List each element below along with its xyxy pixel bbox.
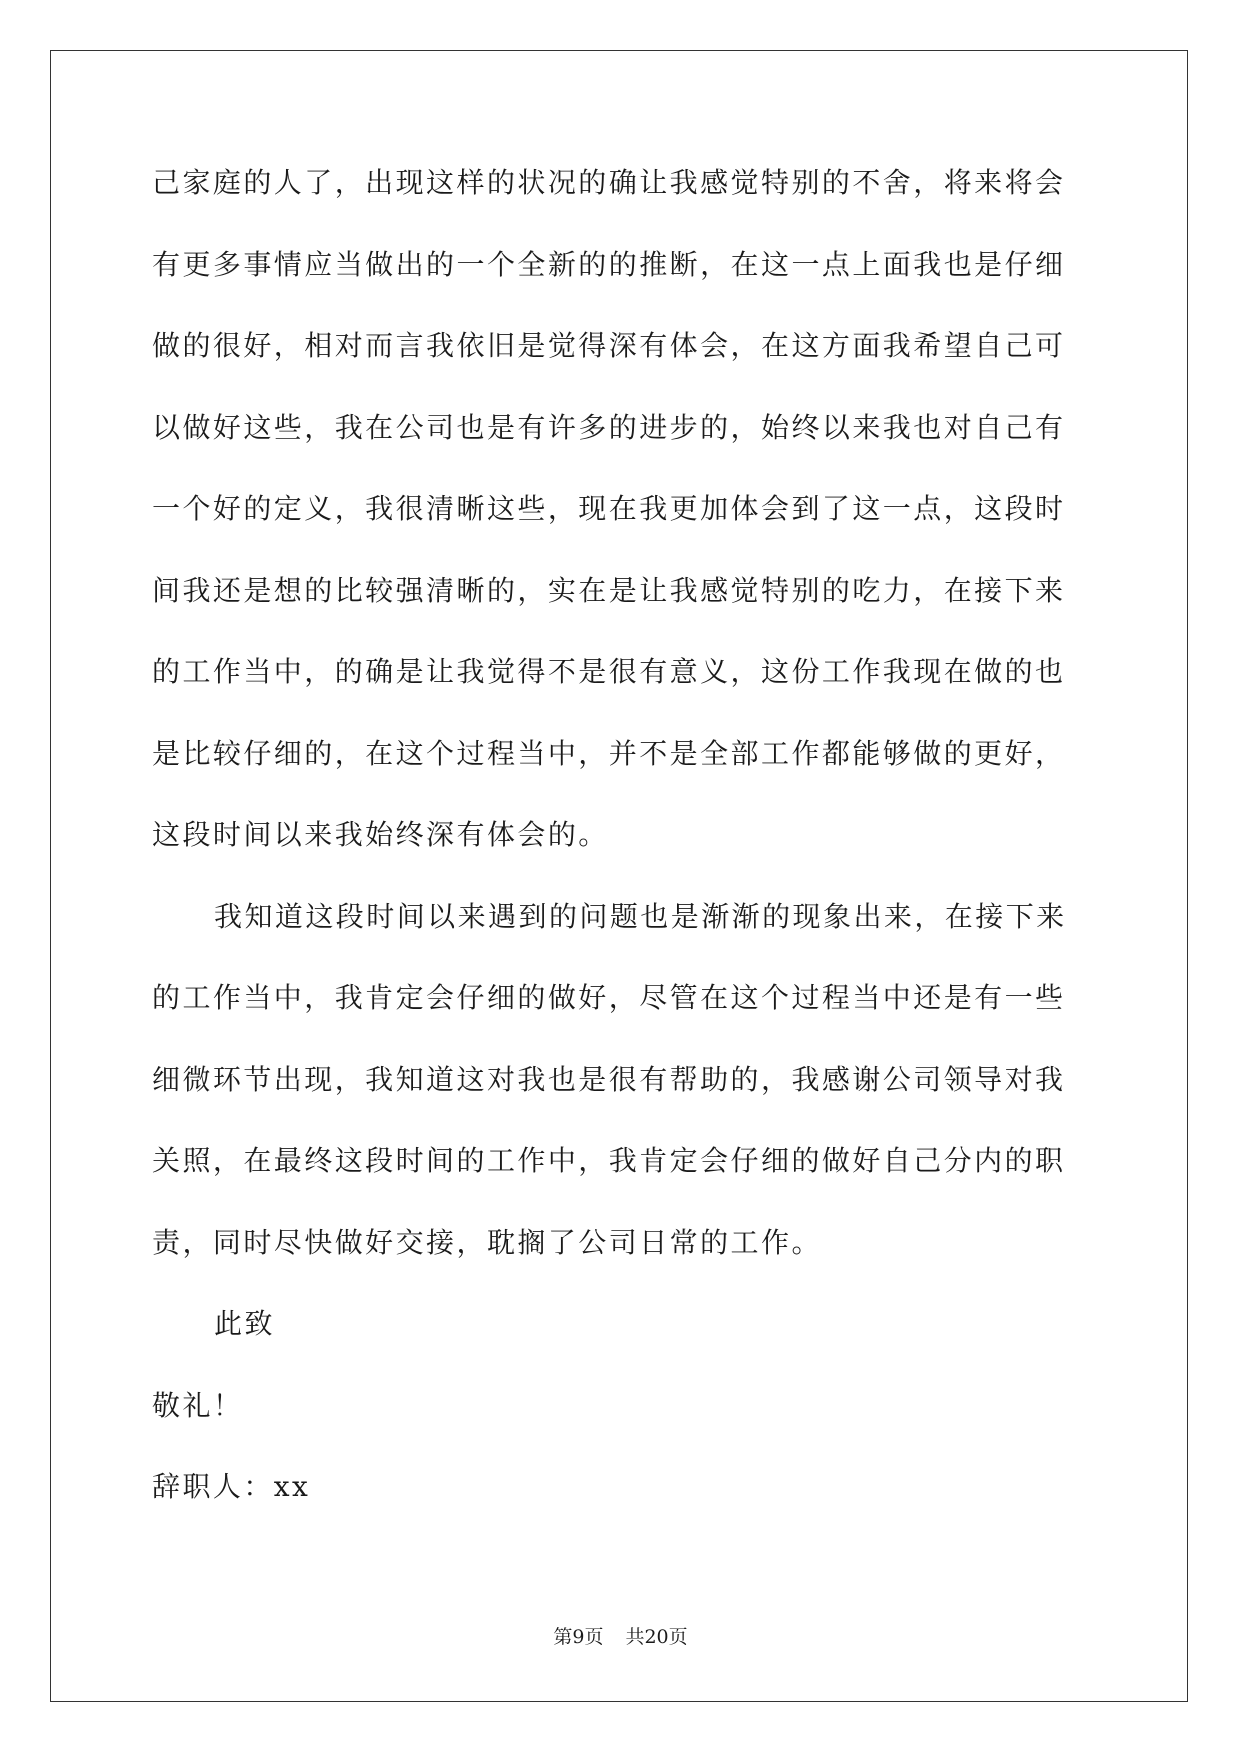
salutation-text: 敬礼！ xyxy=(152,1388,244,1422)
paragraph-2-line: 我知道这段时间以来遇到的问题也是渐渐的现象出来，在接下来 xyxy=(214,899,1067,933)
page-number-current: 第9页 xyxy=(553,1626,604,1648)
page-number-total: 共20页 xyxy=(625,1626,688,1648)
paragraph-1-line: 以做好这些，我在公司也是有许多的进步的，始终以来我也对自己有 xyxy=(152,410,1066,444)
page-footer xyxy=(0,1622,1241,1649)
paragraph-1-line: 的工作当中，的确是让我觉得不是很有意义，这份工作我现在做的也 xyxy=(152,655,1066,688)
paragraph-1-line: 做的很好，相对而言我依旧是觉得深有体会，在这方面我希望自己可 xyxy=(152,329,1066,362)
paragraph-1-line: 是比较仔细的，在这个过程当中，并不是全部工作都能够做的更好， xyxy=(152,736,1066,770)
paragraph-1-line: 间我还是想的比较强清晰的，实在是让我感觉特别的吃力，在接下来 xyxy=(152,573,1066,607)
closing-text: 此致 xyxy=(214,1307,275,1340)
paragraph-2-line: 的工作当中，我肯定会仔细的做好，尽管在这个过程当中还是有一些 xyxy=(152,981,1066,1014)
paragraph-1-line: 有更多事情应当做出的一个全新的的推断，在这一点上面我也是仔细 xyxy=(152,247,1066,281)
paragraph-1-line: 一个好的定义，我很清晰这些，现在我更加体会到了这一点，这段时 xyxy=(152,492,1066,525)
paragraph-2-line: 责，同时尽快做好交接，耽搁了公司日常的工作。 xyxy=(152,1225,822,1259)
paragraph-1-line: 己家庭的人了，出现这样的状况的确让我感觉特别的不舍，将来将会 xyxy=(152,166,1066,199)
paragraph-2-line: 关照，在最终这段时间的工作中，我肯定会仔细的做好自己分内的职 xyxy=(152,1144,1066,1177)
signature-text: 辞职人：xx xyxy=(152,1470,311,1503)
paragraph-1-line: 这段时间以来我始终深有体会的。 xyxy=(152,818,609,851)
paragraph-2-line: 细微环节出现，我知道这对我也是很有帮助的，我感谢公司领导对我 xyxy=(152,1062,1066,1096)
letter-body xyxy=(152,153,1092,1539)
